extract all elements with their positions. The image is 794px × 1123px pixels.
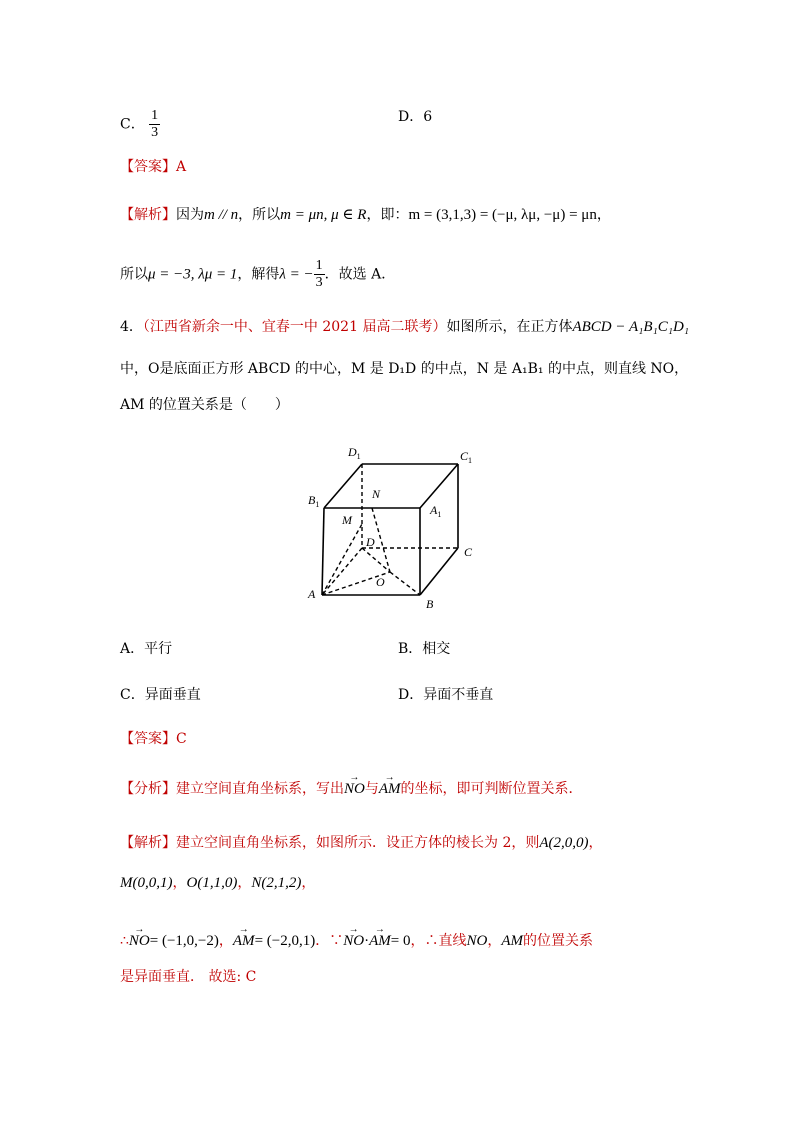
q3-answer: 【答案】A <box>120 159 187 175</box>
q4-jiexi: 【解析】建立空间直角坐标系，如图所示．设正方体的棱长为 2，则A(2,0,0)， <box>120 835 603 851</box>
label-b1: $B_1$ <box>308 493 320 509</box>
q4-stem-line2: 中，O是底面正方形 ABCD 的中心，M 是 D₁D 的中点，N 是 A₁B₁ 的中点，则直线 NO， <box>120 361 689 377</box>
q4-stem-line1: 4．（江西省新余一中、宜春一中 2021 届高二联考）如图所示，在正方体ABCD − A₁B₁C₁D₁ <box>120 319 689 335</box>
label-c1: $C_1$ <box>460 449 473 465</box>
q4-conclusion: 是异面垂直． 故选: C <box>120 969 257 985</box>
edge-c1a1 <box>420 464 458 508</box>
segment-am <box>322 524 362 595</box>
q4-option-b: B．相交 <box>398 641 451 657</box>
q4-option-c: C．异面垂直 <box>120 687 201 703</box>
option-c: C． $\frac{1}{3}$ <box>120 108 159 140</box>
label-n: N <box>372 487 381 501</box>
segment-do <box>362 548 390 572</box>
edge-b1d1 <box>324 464 362 508</box>
label-a1: $A_1$ <box>430 503 442 519</box>
q4-answer: 【答案】C <box>120 731 187 747</box>
q4-stem-line3: AM 的位置关系是（ ） <box>120 397 289 413</box>
cube-figure <box>300 440 490 615</box>
edge-b1a <box>322 508 324 595</box>
lambda-fraction: $\frac{1}{3}$ <box>315 258 323 290</box>
q4-points: M(0,0,1)，O(1,1,0)，N(2,1,2)， <box>120 875 316 891</box>
q4-option-d: D．异面不垂直 <box>398 687 494 703</box>
q3-analysis-line2: 所以μ = −3, λμ = 1，解得λ = − $\frac{1}{3}$ ．故选 A． <box>120 258 396 290</box>
label-c: C <box>464 545 473 559</box>
edge-bc <box>420 548 458 595</box>
option-d: D．6 <box>398 109 433 125</box>
segment-no <box>372 508 390 572</box>
q4-fenxi: 【分析】建立空间直角坐标系，写出→ NO与→ AM的坐标，即可判断位置关系． <box>120 780 583 798</box>
q4-vectors: ∴→ NO= (−1,0,−2)，→ AM= (−2,0,1)．∵→ NO·→ AM= 0，∴直线NO，AM的位置关系 <box>120 932 593 950</box>
segment-ob <box>390 572 420 595</box>
label-o: O <box>376 575 385 589</box>
label-b: B <box>426 597 434 611</box>
q4-option-a: A．平行 <box>120 641 173 657</box>
label-a: A <box>308 587 316 601</box>
label-m: M <box>342 513 352 527</box>
option-c-fraction: $\frac{1}{3}$ <box>151 108 159 140</box>
q3-analysis: 【解析】因为m // n，所以m = μn, μ ∈ R，即：m = (3,1,3) = (−μ, λμ, −μ) = μn， <box>120 207 611 223</box>
label-d1: $D_1$ <box>348 445 361 461</box>
label-d: D <box>366 535 375 549</box>
